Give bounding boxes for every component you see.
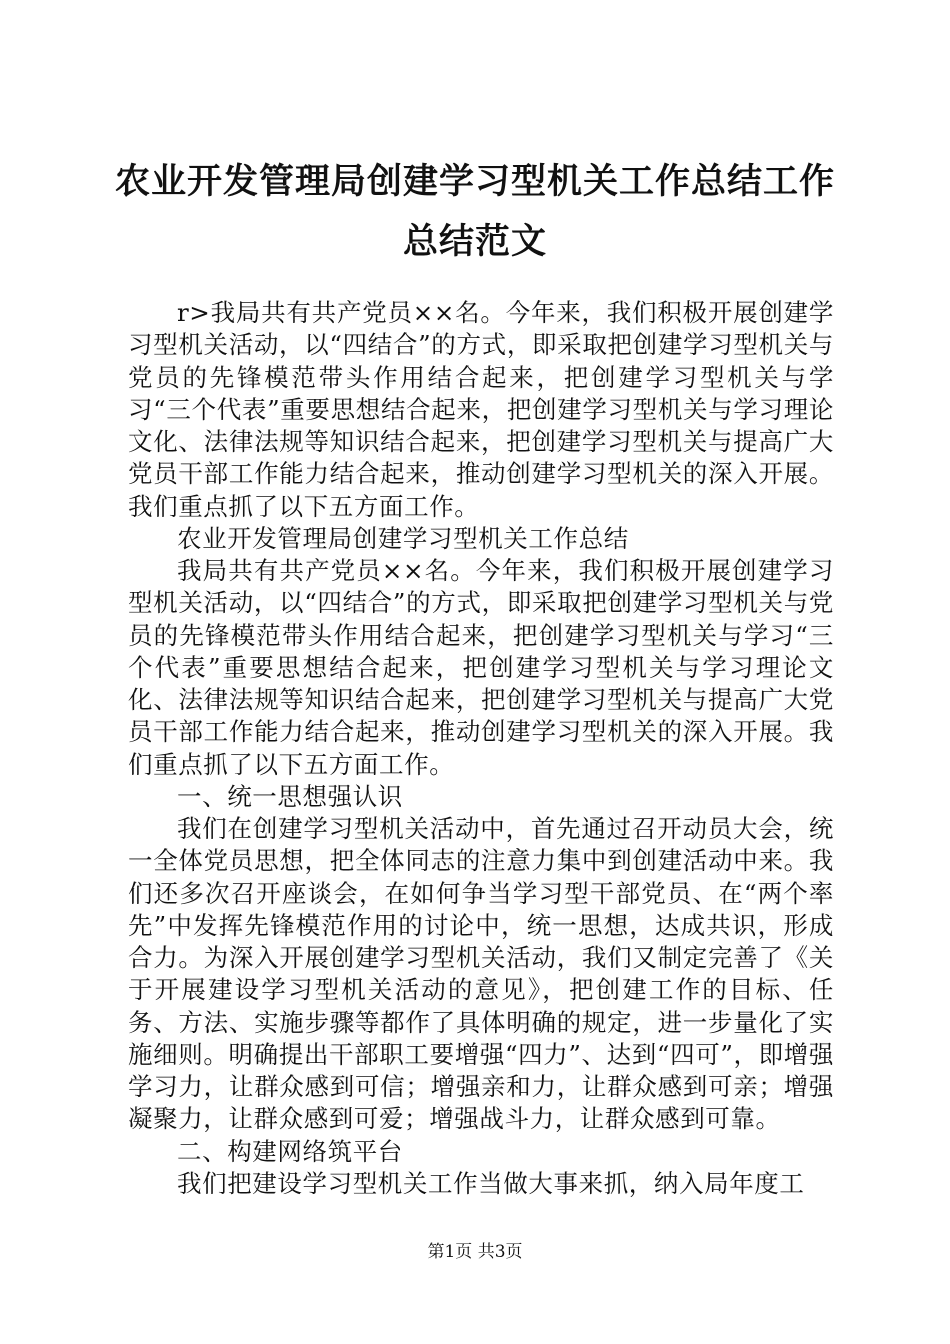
intro-paragraph: r>我局共有共产党员××名。今年来，我们积极开展创建学习型机关活动，以“四结合”的方式，即采取把创建学习型机关与党员的先锋模范带头作用结合起来，把创建学习型机关与学习“三个代表”重要思想结合起来，把创建学习型机关与学习理论文化、法律法规等知识结合起来，把创建学习型机关与提高广大党员干部工作能力结合起来，推动创建学习型机关的深入开展。我们重点抓了以下五方面工作。 <box>128 298 834 521</box>
section-heading-2: 二、构建网络筑平台 <box>177 1136 403 1166</box>
section-heading-1: 一、统一思想强认识 <box>177 781 403 811</box>
section-1-paragraph: 我们在创建学习型机关活动中，首先通过召开动员大会，统一全体党员思想，把全体同志的注意力集中到创建活动中来。我们还多次召开座谈会，在如何争当学习型干部党员、在“两个率先”中发挥先锋模范作用的讨论中，统一思想，达成共识，形成合力。为深入开展创建学习型机关活动，我们又制定完善了《关于开展建设学习型机关活动的意见》，把创建工作的目标、任务、方法、实施步骤等都作了具体明确的规定，进一步量化了实施细则。明确提出干部职工要增强“四力”、达到“四可”，即增强学习力，让群众感到可信；增强亲和力，让群众感到可亲；增强凝聚力，让群众感到可爱；增强战斗力，让群众感到可靠。 <box>128 814 834 1134</box>
page-number-footer: 第1页 共3页 <box>427 1242 523 1262</box>
summary-paragraph: 我局共有共产党员××名。今年来，我们积极开展创建学习型机关活动，以“四结合”的方式，即采取把创建学习型机关与党员的先锋模范带头作用结合起来，把创建学习型机关与学习“三个代表”重要思想结合起来，把创建学习型机关与学习理论文化、法律法规等知识结合起来，把创建学习型机关与提高广大党员干部工作能力结合起来，推动创建学习型机关的深入开展。我们重点抓了以下五方面工作。 <box>128 556 834 779</box>
section-2-paragraph: 我们把建设学习型机关工作当做大事来抓，纳入局年度工 <box>177 1168 805 1198</box>
document-title-line-2: 总结范文 <box>402 222 547 262</box>
document-title-line-1: 农业开发管理局创建学习型机关工作总结工作 <box>114 162 835 202</box>
document-body <box>128 297 834 1200</box>
subtitle-line: 农业开发管理局创建学习型机关工作总结 <box>177 523 629 553</box>
